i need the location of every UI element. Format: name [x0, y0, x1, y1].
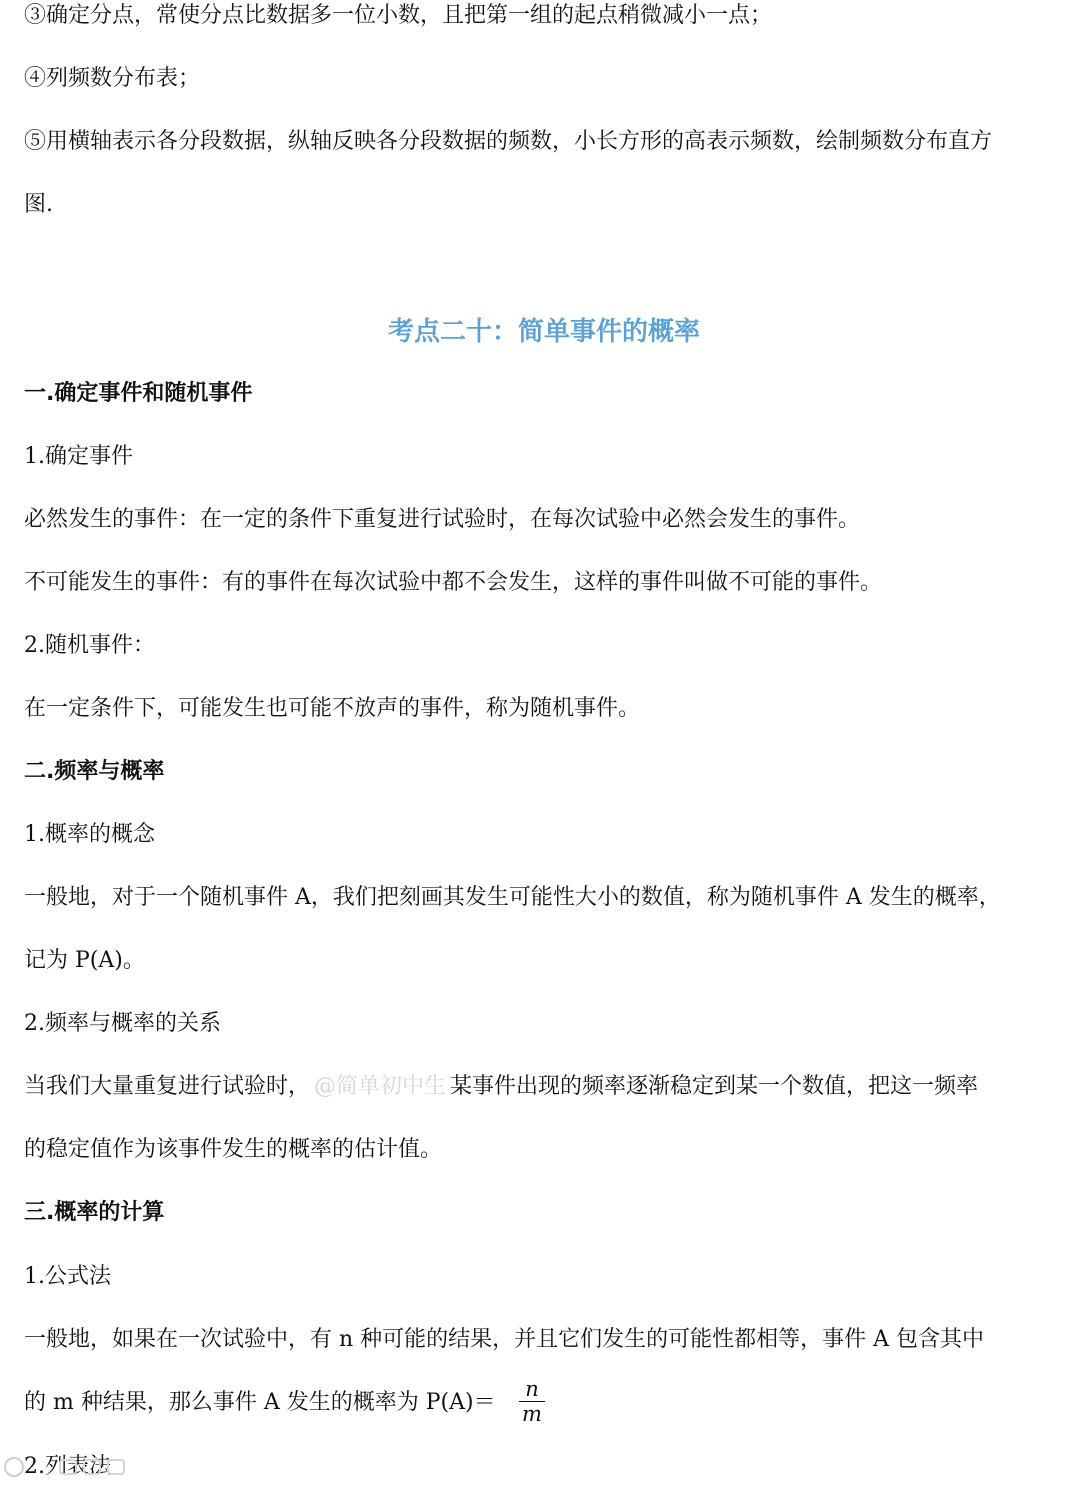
- certain-event-text: 必然发生的事件：在一定的条件下重复进行试验时，在每次试验中必然会发生的事件。: [24, 507, 861, 532]
- probability-concept-line-1: 一般地，对于一个随机事件 A，我们把刻画其发生可能性大小的数值，称为随机事件 A 发生的概率，: [24, 885, 1001, 910]
- part-1-sub-1-heading: 1.确定事件: [24, 444, 133, 469]
- step-3: ③确定分点，常使分点比数据多一位小数，且把第一组的起点稍微减小一点；: [24, 3, 773, 28]
- part-3-sub-1-heading: 1.公式法: [24, 1264, 111, 1289]
- part-3-sub-2-heading: 2.列表法: [24, 1454, 111, 1479]
- watermark-text: @简单初中生: [314, 1074, 447, 1099]
- part-3-heading: 三.概率的计算: [24, 1200, 165, 1225]
- random-event-text: 在一定条件下，可能发生也可能不放声的事件，称为随机事件。: [24, 696, 641, 721]
- frequency-relation-line-1: [24, 1072, 978, 1102]
- step-4: ④列频数分布表；: [24, 66, 201, 91]
- step-5-line-1: ⑤用横轴表示各分段数据，纵轴反映各分段数据的频数，小长方形的高表示频数，绘制频数分布直方: [24, 129, 993, 154]
- frequency-relation-line-2: 的稳定值作为该事件发生的概率的估计值。: [24, 1137, 443, 1162]
- frequency-relation-line-1-start: 当我们大量重复进行试验时，: [24, 1074, 311, 1099]
- part-1-heading: 一.确定事件和随机事件: [24, 381, 253, 406]
- probability-concept-line-2: 记为 P(A)。: [24, 948, 145, 973]
- part-1-sub-2-heading: 2.随机事件：: [24, 633, 155, 658]
- section-title: 考点二十：简单事件的概率: [387, 317, 700, 347]
- step-5-line-2: 图.: [24, 192, 53, 217]
- fraction-denominator: m: [522, 1402, 542, 1426]
- formula-line-1: 一般地，如果在一次试验中，有 n 种可能的结果，并且它们发生的可能性都相等，事件 A 包含其中: [24, 1327, 985, 1352]
- part-2-sub-2-heading: 2.频率与概率的关系: [24, 1011, 221, 1036]
- formula-line-2: 的 m 种结果，那么事件 A 发生的概率为 P(A)＝: [24, 1390, 496, 1415]
- probability-fraction: [519, 1378, 545, 1425]
- part-2-heading: 二.频率与概率: [24, 759, 165, 784]
- impossible-event-text: 不可能发生的事件：有的事件在每次试验中都不会发生，这样的事件叫做不可能的事件。: [24, 570, 883, 595]
- fraction-numerator: n: [525, 1377, 539, 1401]
- frequency-relation-line-1-end: 某事件出现的频率逐渐稳定到某一个数值，把这一频率: [450, 1074, 979, 1099]
- part-2-sub-1-heading: 1.概率的概念: [24, 822, 155, 847]
